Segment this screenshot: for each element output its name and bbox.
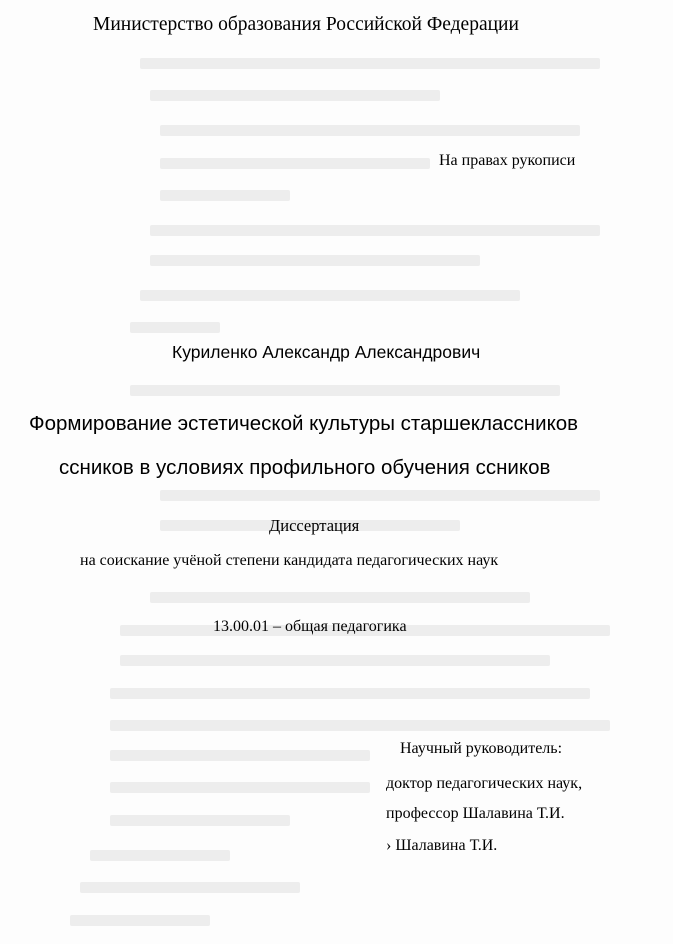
- degree-statement: на соискание учёной степени кандидата педагогических наук: [80, 552, 499, 569]
- ministry-heading: Министерство образования Российской Федерации: [93, 14, 519, 35]
- dissertation-title-line-1: Формирование эстетической культуры старшеклассников: [29, 412, 579, 435]
- supervisor-name: профессор Шалавина Т.И.: [386, 805, 565, 822]
- supervisor-name-repeat: › Шалавина Т.И.: [386, 837, 498, 854]
- document-type: Диссертация: [269, 516, 360, 535]
- supervisor-degree: доктор педагогических наук,: [386, 775, 583, 792]
- supervisor-label: Научный руководитель:: [400, 740, 563, 757]
- dissertation-title-line-2: ссников в условиях профильного обучения ссников: [59, 456, 551, 479]
- author-name: Куриленко Александр Александрович: [172, 342, 481, 362]
- specialty-code: 13.00.01 – общая педагогика: [213, 618, 407, 635]
- manuscript-rights-note: На правах рукописи: [439, 152, 576, 169]
